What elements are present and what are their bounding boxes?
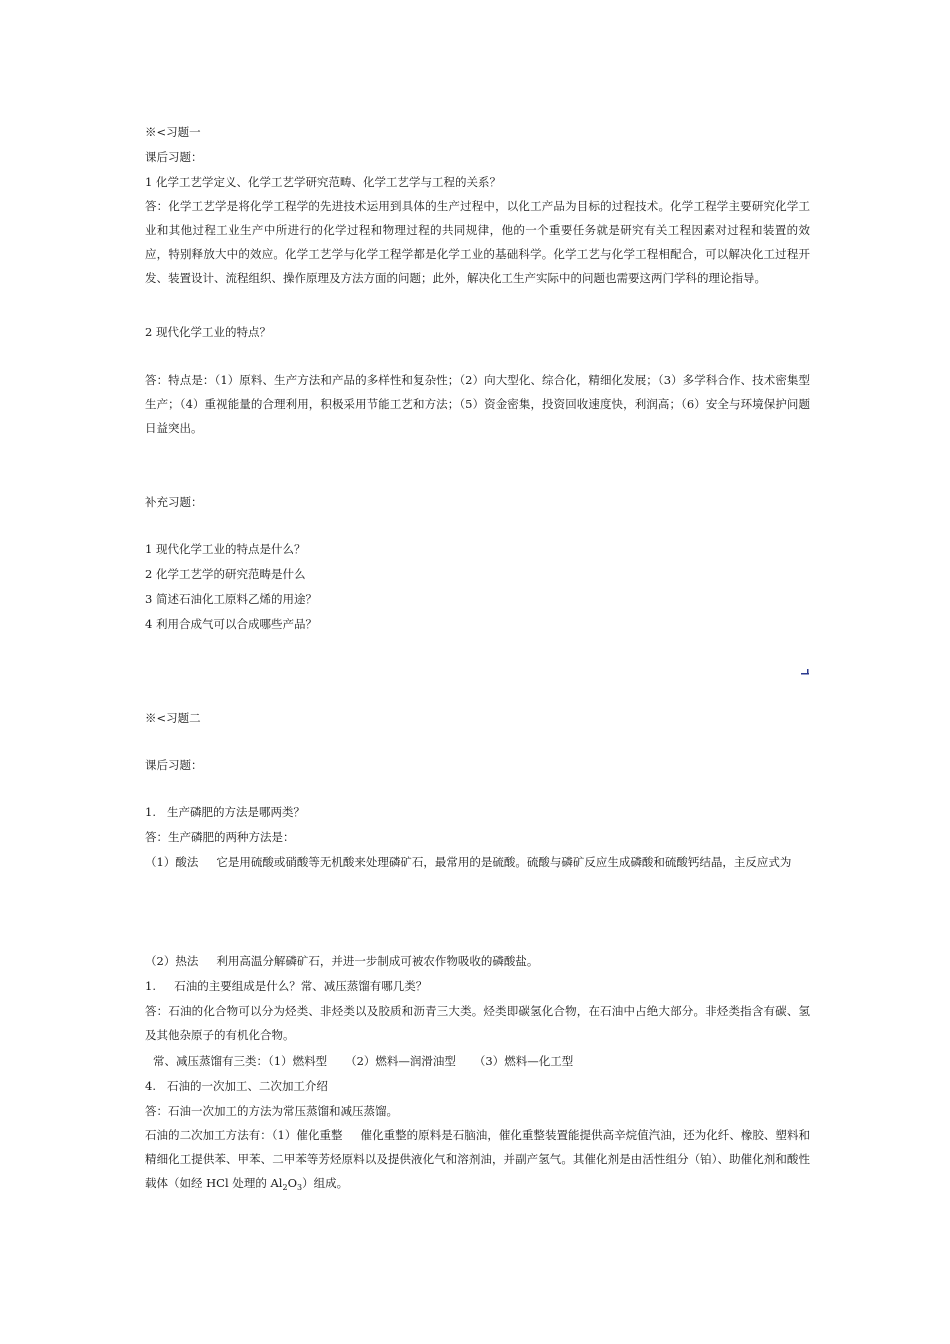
question-processing: 4. 石油的一次加工、二次加工介绍 <box>145 1079 328 1093</box>
question-petroleum: 1. 石油的主要组成是什么？常、减压蒸馏有哪几类？ <box>145 979 428 993</box>
secondary-processing-text: 催化重整的原料是石脑油，催化重整装置能提供高辛烷值汽油，还为化纤、橡胶、塑料和精细化工提供苯、甲苯、二甲苯等芳烃原料以及提供液化气和溶剂油，并副产氢气。其催化剂是由活性组分（铂）、助催化剂和酸性载体（如经 HCl 处理的 Al <box>145 1128 810 1190</box>
thermal-method-line <box>145 953 538 969</box>
question-1: 1 化学工艺学定义、化学工艺学研究范畴、化学工艺学与工程的关系？ <box>145 175 501 189</box>
secondary-processing-end: ）组成。 <box>302 1176 349 1190</box>
answer-petroleum: 答：石油的化合物可以分为烃类、非烃类以及胶质和沥青三大类。烃类即碳氢化合物，在石油中占绝大部分。非烃类指含有碳、氢及其他杂原子的有机化合物。 <box>145 1004 810 1042</box>
supplement-item: 1 现代化学工业的特点是什么？ <box>145 542 306 556</box>
acid-method-paragraph <box>145 850 810 874</box>
section2-after-class-label: 课后习题： <box>145 758 203 772</box>
answer-primary-processing: 答：石油一次加工的方法为常压蒸馏和减压蒸馏。 <box>145 1104 398 1118</box>
supplement-title: 补充习题： <box>145 495 203 509</box>
supplement-item: 3 简述石油化工原料乙烯的用途？ <box>145 592 317 606</box>
oxygen-symbol: O <box>287 1176 297 1190</box>
answer-phosphate-intro: 答：生产磷肥的两种方法是： <box>145 830 295 844</box>
distillation-type: （1）燃料型 <box>268 1054 328 1068</box>
supplement-item: 4 利用合成气可以合成哪些产品？ <box>145 617 317 631</box>
thermal-method-label: （2）热法 <box>145 954 199 968</box>
distillation-type: （3）燃料—化工型 <box>473 1054 574 1068</box>
acid-method-text: 它是用硫酸或硝酸等无机酸来处理磷矿石，最常用的是硫酸。硫酸与磷矿反应生成磷酸和硫酸钙结晶，主反应式为 <box>216 855 792 869</box>
question-2: 2 现代化学工业的特点？ <box>145 325 271 339</box>
o-subscript: 3 <box>297 1183 303 1192</box>
acid-method-label: （1）酸法 <box>145 855 199 869</box>
answer-2: 答：特点是：（1）原料、生产方法和产品的多样性和复杂性；（2）向大型化、综合化，精细化发展；（3）多学科合作、技术密集型生产；（4）重视能量的合理利用，积极采用节能工艺和方法；（5）资金密集，投资回收速度快，利润高；（6）安全与环境保护问题日益突出。 <box>145 373 810 435</box>
question-phosphate: 1. 生产磷肥的方法是哪两类？ <box>145 805 305 819</box>
answer-1: 答：化学工艺学是将化学工程学的先进技术运用到具体的生产过程中，以化工产品为目标的过程技术。化学工程学主要研究化学工业和其他过程工业生产中所进行的化学过程和物理过程的共同规律，他的一个重要任务就是研究有关工程因素对过程和装置的效应，特别释放大中的效应。化学工艺学与化学工程学都是化学工业的基础科学。化学工艺与化学工程相配合，可以解决化工过程开发、装置设计、流程组织、操作原理及方法方面的问题；此外，解决化工生产实际中的问题也需要这两门学科的理论指导。 <box>145 199 810 285</box>
distillation-types-line <box>153 1053 573 1069</box>
supplement-item: 2 化学工艺学的研究范畴是什么 <box>145 567 306 581</box>
thermal-method-text: 利用高温分解磷矿石，并进一步制成可被农作物吸收的磷酸盐。 <box>216 954 539 968</box>
page-marker-icon <box>801 669 809 675</box>
section1-after-class-label: 课后习题： <box>145 150 203 164</box>
section1-heading: ※<习题一 <box>145 125 201 139</box>
al-subscript: 2 <box>282 1183 288 1192</box>
distillation-type: （2）燃料—润滑油型 <box>345 1054 456 1068</box>
distillation-intro: 常、减压蒸馏有三类： <box>153 1054 268 1068</box>
secondary-processing-paragraph <box>145 1123 810 1195</box>
section2-heading: ※<习题二 <box>145 711 201 725</box>
secondary-processing-intro: 石油的二次加工方法有：（1）催化重整 <box>145 1128 343 1142</box>
